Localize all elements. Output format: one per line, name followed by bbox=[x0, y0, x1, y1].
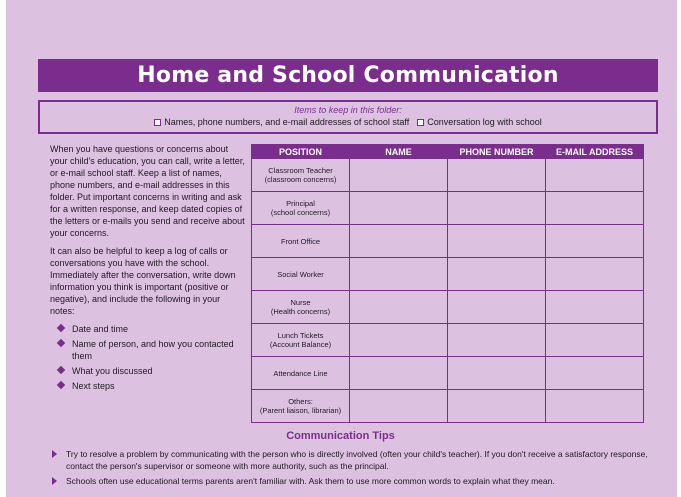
list-item-label: Date and time bbox=[72, 324, 129, 334]
email-cell[interactable] bbox=[546, 357, 644, 390]
intro-paragraph: It can also be helpful to keep a log of calls or conversations you have with the school. Immediately after the conversation, write down information you think is important (positive or negative), and include the following in your notes: bbox=[50, 246, 236, 316]
column-header-phone: PHONE NUMBER bbox=[448, 145, 546, 159]
position-sublabel: (Health concerns) bbox=[270, 307, 331, 316]
list-item-label: Name of person, and how you contacted them bbox=[72, 339, 234, 361]
diamond-bullet-icon bbox=[57, 366, 65, 374]
position-cell bbox=[252, 357, 350, 390]
table-row bbox=[252, 159, 644, 192]
column-header-position: POSITION bbox=[252, 145, 350, 159]
name-cell[interactable] bbox=[350, 159, 448, 192]
list-item-label: What you discussed bbox=[72, 366, 153, 376]
email-cell[interactable] bbox=[546, 192, 644, 225]
position-cell bbox=[252, 192, 350, 225]
position-label: Social Worker bbox=[277, 269, 324, 279]
email-cell[interactable] bbox=[546, 324, 644, 357]
name-cell[interactable] bbox=[350, 324, 448, 357]
table-row bbox=[252, 225, 644, 258]
page-left-edge bbox=[0, 0, 6, 497]
tip-item bbox=[50, 448, 650, 472]
page-title: Home and School Communication bbox=[137, 63, 559, 88]
list-item-label: Next steps bbox=[72, 381, 115, 391]
email-cell[interactable] bbox=[546, 159, 644, 192]
position-sublabel: (Parent liaison, librarian) bbox=[259, 406, 342, 415]
checkbox-icon bbox=[154, 119, 161, 126]
phone-cell[interactable] bbox=[448, 159, 546, 192]
position-cell bbox=[252, 258, 350, 291]
tip-text: Schools often use educational terms parents aren't familiar with. Ask them to use more common words to explain what they mean. bbox=[66, 476, 555, 486]
table-row bbox=[252, 291, 644, 324]
position-sublabel: (school concerns) bbox=[270, 208, 331, 217]
position-label: Nurse bbox=[290, 298, 311, 307]
phone-cell[interactable] bbox=[448, 324, 546, 357]
phone-cell[interactable] bbox=[448, 357, 546, 390]
position-label: Classroom Teacher bbox=[268, 166, 333, 175]
position-label: Attendance Line bbox=[273, 368, 328, 378]
folder-item-label: Names, phone numbers, and e-mail addresses of school staff bbox=[164, 117, 410, 127]
position-sublabel: (classroom concerns) bbox=[264, 175, 337, 184]
position-label: Front Office bbox=[280, 236, 321, 246]
position-sublabel: (Account Balance) bbox=[269, 340, 332, 349]
column-header-name: NAME bbox=[350, 145, 448, 159]
position-cell bbox=[252, 291, 350, 324]
list-item bbox=[50, 380, 246, 392]
name-cell[interactable] bbox=[350, 192, 448, 225]
triangle-bullet-icon bbox=[52, 450, 57, 458]
tips-heading: Communication Tips bbox=[286, 430, 395, 442]
email-cell[interactable] bbox=[546, 258, 644, 291]
position-label: Others: bbox=[288, 397, 313, 406]
folder-item bbox=[154, 117, 409, 127]
contact-table bbox=[251, 144, 644, 423]
notes-list bbox=[50, 323, 246, 392]
position-cell bbox=[252, 159, 350, 192]
folder-items bbox=[40, 117, 656, 127]
email-cell[interactable] bbox=[546, 291, 644, 324]
table-row bbox=[252, 390, 644, 423]
folder-item bbox=[417, 117, 542, 127]
folder-item-label: Conversation log with school bbox=[427, 117, 542, 127]
email-cell[interactable] bbox=[546, 225, 644, 258]
intro-paragraph: When you have questions or concerns about your child's education, you can call, write a letter, or e-mail school staff. Keep a list of names, phone numbers, and e-mail addresses in this folder. Put important concerns in writing and ask for a written response, and keep dated copies of the letters or e-mails you send and receive about your concerns. bbox=[50, 144, 245, 238]
diamond-bullet-icon bbox=[57, 381, 65, 389]
name-cell[interactable] bbox=[350, 390, 448, 423]
tips-list bbox=[50, 448, 650, 490]
phone-cell[interactable] bbox=[448, 225, 546, 258]
phone-cell[interactable] bbox=[448, 192, 546, 225]
folder-items-box bbox=[38, 100, 658, 134]
tip-text: Try to resolve a problem by communicating with the person who is directly involved (often your child's teacher). If you don't receive a satisfactory response, contact the person's supervisor or someone with more authority, such as the principal. bbox=[66, 449, 648, 471]
phone-cell[interactable] bbox=[448, 390, 546, 423]
name-cell[interactable] bbox=[350, 225, 448, 258]
phone-cell[interactable] bbox=[448, 258, 546, 291]
list-item bbox=[50, 323, 246, 335]
table-row bbox=[252, 192, 644, 225]
table-row bbox=[252, 357, 644, 390]
triangle-bullet-icon bbox=[52, 477, 57, 485]
position-cell bbox=[252, 390, 350, 423]
position-cell bbox=[252, 324, 350, 357]
name-cell[interactable] bbox=[350, 291, 448, 324]
email-cell[interactable] bbox=[546, 390, 644, 423]
phone-cell[interactable] bbox=[448, 291, 546, 324]
intro-text bbox=[50, 143, 246, 395]
position-label: Principal bbox=[286, 199, 315, 208]
position-cell bbox=[252, 225, 350, 258]
table-row bbox=[252, 324, 644, 357]
list-item bbox=[50, 338, 246, 362]
folder-heading: Items to keep in this folder: bbox=[294, 105, 402, 115]
tip-item bbox=[50, 475, 650, 487]
diamond-bullet-icon bbox=[57, 324, 65, 332]
table-row bbox=[252, 258, 644, 291]
diamond-bullet-icon bbox=[57, 339, 65, 347]
title-banner bbox=[38, 59, 658, 92]
checkbox-icon bbox=[417, 119, 424, 126]
page-right-edge bbox=[677, 0, 681, 497]
list-item bbox=[50, 365, 246, 377]
position-label: Lunch Tickets bbox=[277, 331, 324, 340]
table-header-row bbox=[252, 145, 644, 159]
column-header-email: E-MAIL ADDRESS bbox=[546, 145, 644, 159]
name-cell[interactable] bbox=[350, 258, 448, 291]
name-cell[interactable] bbox=[350, 357, 448, 390]
